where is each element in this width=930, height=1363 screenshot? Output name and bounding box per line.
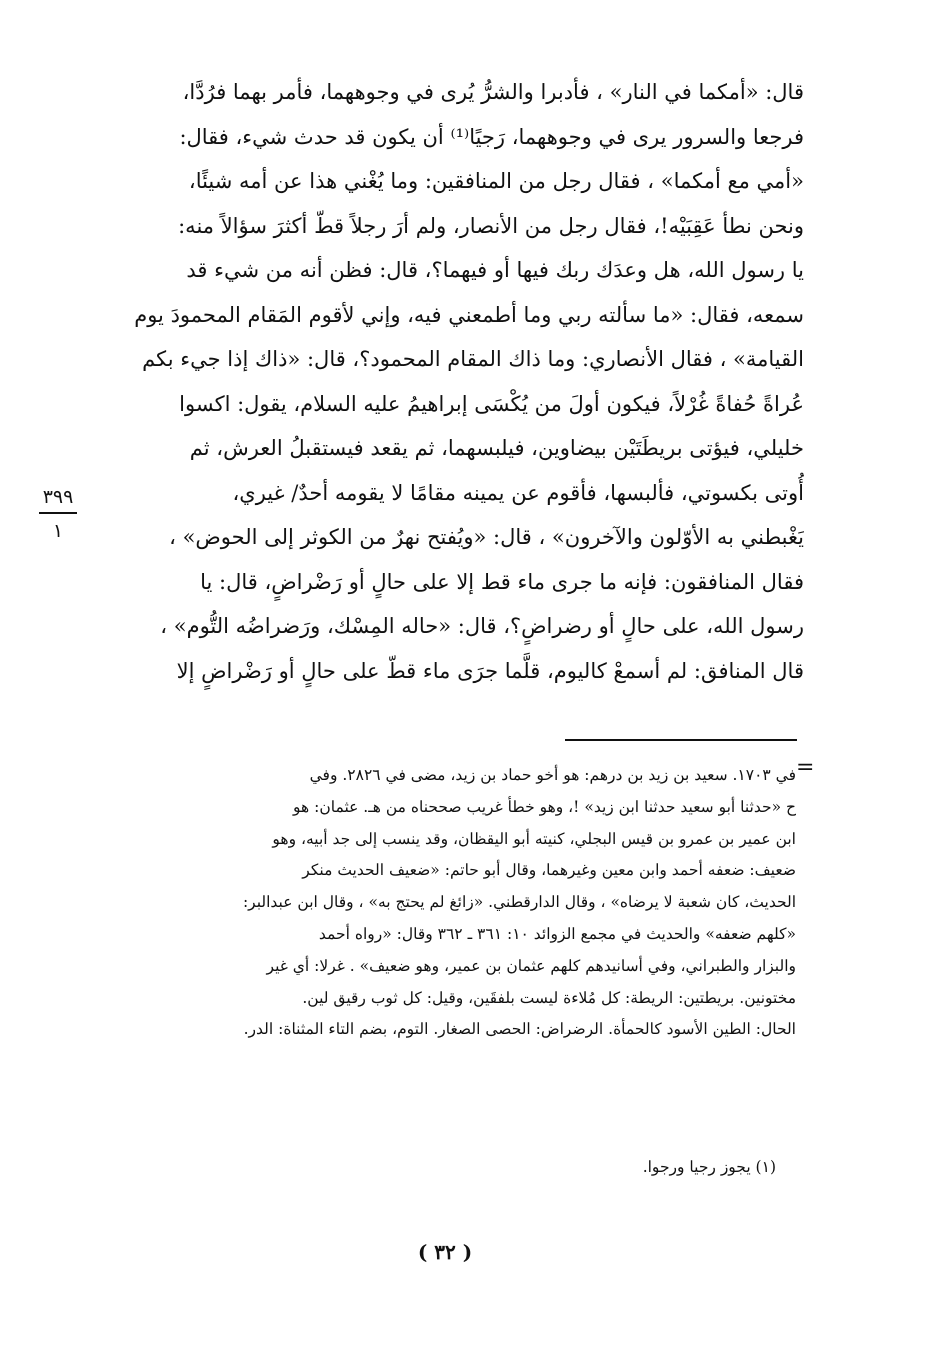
text-line: ونحن نطأ عَقِبَيْه!، فقال رجل من الأنصار، ولم أرَ رجلاً قطّ أكثرَ سؤالاً منه:: [178, 213, 804, 238]
footnote-line: في ١٧٠٣. سعيد بن زيد بن درهم: هو أخو حماد بن زيد، مضى في ٢٨٢٦. وفي: [309, 766, 796, 784]
page-number: ( ٣٢ ): [417, 1240, 473, 1264]
margin-rule: [39, 512, 77, 514]
footnote-1: (١) يجوز رجيا ورجوا.: [642, 1158, 776, 1176]
text-line: يَغْبطني به الأوّلون والآخرون» ، قال: «ويُفتح نهرٌ من الكوثر إلى الحوض» ،: [169, 525, 804, 549]
footnote-line: الحال: الطين الأسود كالحمأة. الرضراض: الحصى الصغار. التوم، بضم التاء المثناة: الدر.: [243, 1020, 796, 1039]
text-line: سمعه، فقال: «ما سألته ربي وما أطمعني فيه، وإني لأقوم المَقام المحمودَ يوم: [134, 302, 804, 327]
text-line: «أمي مع أمكما» ، فقال رجل من المنافقين: وما يُغْني هذا عن أمه شيئًا،: [188, 169, 804, 193]
footnotes-block: [100, 760, 796, 1046]
text-line: يا رسول الله، هل وعدَك ربك فيها أو فيهما؟، قال: فظن أنه من شيء قد: [186, 258, 804, 282]
text-line: فقال المنافقون: فإنه ما جرى ماء قط إلا على حالٍ أو رَضْراضٍ، قال: يا: [200, 569, 804, 594]
text-line: عُراةً حُفاةً غُرْلاً، فيكون أولَ من يُكْسَى إبراهيمُ عليه السلام، يقول: اكسوا: [179, 391, 804, 416]
text-line: القيامة» ، فقال الأنصاري: وما ذاك المقام المحمود؟، قال: «ذاك إذا جيء بكم: [142, 347, 804, 371]
footnote-line: ضعيف: ضعفه أحمد وابن معين وغيرهما، وقال أبو حاتم: «ضعيف الحديث منكر: [302, 861, 796, 880]
text-line: فرجعا والسرور يرى في وجوههما، رَجيًا⁽¹⁾ أن يكون قد حدث شيء، فقال:: [179, 124, 804, 149]
text-line: قال: «أمكما في النار» ، فأدبرا والشرُّ يُرى في وجوههما، فأمر بهما فرُدَّا،: [182, 80, 804, 104]
margin-page-reference: [30, 484, 86, 544]
footnote-continuation-mark: =: [796, 755, 815, 780]
text-line: رسول الله، على حالٍ أو رضراضٍ؟، قال: «حاله المِسْك، ورَضراضُه التُّوم» ،: [160, 614, 804, 638]
footnote-line: ح «حدثنا أبو سعيد حدثنا ابن زيد» !، وهو خطأ غريب صححناه من هـ. عثمان: هو: [293, 797, 796, 816]
footnote-line: الحديث، كان شعبة لا يرضاه» ، وقال الدارقطني. «زائغ لم يحتج به» ، وقال ابن عبدالبر:: [242, 893, 796, 912]
margin-volume-page: ٣٩٩: [42, 486, 74, 508]
footnote-separator: [565, 739, 797, 741]
text-line: أُوتى بكسوتي، فألبسها، فأقوم عن يمينه مقامًا لا يقومه أحدٌ/ غيري،: [232, 480, 804, 505]
footnote-line: والبزار والطبراني، وفي أسانيدهم كلهم عثمان بن عمير، وهو ضعيف» . غرلا: أي غير: [266, 956, 796, 975]
footnote-line: ابن عمير بن عمرو بن قيس البجلي، كنيته أبو اليقظان، وقد ينسب إلى جد أبيه، وهو: [272, 829, 796, 848]
footnote-line: مختونين. بريطتين: الريطة: كل مُلاءة ليست بلفقَين، وقيل: كل ثوب رقيق لين.: [302, 988, 796, 1007]
text-line: قال المنافق: لم أسمعْ كاليوم، قلَّما جرَى ماء قطّ على حالٍ أو رَضْراضٍ إلا: [176, 658, 804, 683]
footnote-line: «كلهم ضعفه» والحديث في مجمع الزوائد ١٠: ٣٦١ ـ ٣٦٢ وقال: «رواه أحمد: [318, 924, 796, 943]
margin-part: ١: [52, 520, 64, 542]
text-line: خليلي، فيؤتى بريطَتَيْن بيضاوين، فيلبسهما، ثم يقعد فيستقبلُ العرش، ثم: [189, 436, 804, 460]
main-text-block: [96, 70, 804, 693]
